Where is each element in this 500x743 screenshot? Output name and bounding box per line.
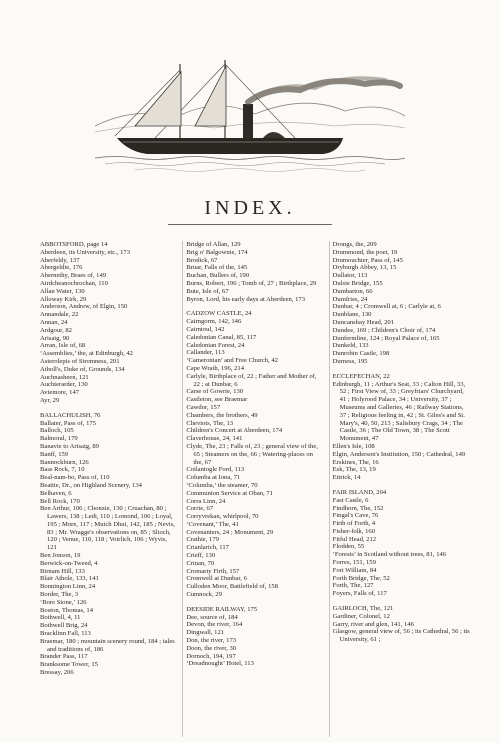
index-entry: Edinburgh, 11 ; Arthur's Seat, 33 ; Calton Hill, 33, 52 ; First View of, 33 ; Greyfriars' Churchyard, 41 ; Holyrood Palace, 34 ; University, 37 ; Museums and Galleries, 46 ; Railway Stations, 37 ; Religious feeling in, 42 ; St. Giles's and St. Mary's, 40, 50, 213 ; Salisbury Crags, 34 ; The Castle, 36 ; The Old Town, 38 ; The Scott Monument, 47 (332, 380, 466, 443)
page-title: INDEX. (204, 197, 296, 219)
index-entry: Claverhouse, 24, 141 (186, 435, 243, 443)
index-columns (40, 241, 470, 737)
section-gap (333, 482, 470, 489)
index-entry: Ettrick, 14 (332, 474, 361, 482)
index-entry: Boston, Thomas, 14 (40, 606, 93, 614)
index-entry: Fitful Head, 212 (332, 535, 377, 543)
index-entry: Crinan, 70 (186, 559, 215, 567)
index-entry: ‘Dreadnought’ Hotel, 113 (186, 660, 254, 668)
index-column (182, 241, 323, 737)
index-entry: Drumouchter, Pass of, 145 (332, 256, 403, 264)
index-entry: Castleton, see Braemar (186, 396, 248, 404)
index-entry: Glasgow, general view of, 56 ; its Cathedral, 56 ; its University, 61 ; (332, 628, 470, 644)
index-entry: Forres, 151, 159 (332, 559, 376, 567)
index-entry: Carlyle, Birthplace of, 22 ; Father and Mother of, 22 ; at Dunbar, 6 (186, 372, 317, 388)
index-entry: Birnam Hill, 133 (40, 567, 85, 575)
index-entry: Erskines, The, 16 (332, 458, 379, 466)
index-entry: Brander Pass, 117 (40, 653, 88, 661)
index-entry: ‘Forests’ in Scotland without trees, 81, 146 (332, 551, 447, 559)
index-entry: Cumnock, 29 (186, 591, 222, 599)
index-entry: Blair Athole, 133, 141 (40, 575, 99, 583)
index-entry: Asterolepis of Stromness, 201 (40, 357, 120, 365)
index-entry: Cheviots, The, 13 (186, 419, 234, 427)
index-entry: Fast Castle, 6 (332, 496, 369, 504)
index-entry: Banavie to Arisaig, 89 (40, 442, 99, 450)
index-entry: Dunfermline, 124 ; Royal Palace of, 165 (332, 334, 440, 342)
index-entry: Doon, the river, 30 (186, 644, 237, 652)
index-entry: Auchterarder, 130 (40, 381, 88, 389)
index-entry: Dryburgh Abbey, 13, 15 (332, 264, 397, 272)
index-entry: Belhaven, 6 (40, 489, 72, 497)
index-entry: Forth, The, 127 (332, 582, 374, 590)
index-entry: Devon, the river, 164 (186, 621, 243, 629)
index-entry: Dulsie Bridge, 155 (332, 279, 383, 287)
index-entry: Bressay, 206 (40, 669, 74, 677)
index-entry: Ayr, 29 (40, 396, 60, 404)
index-entry: ‘Assemblies,’ the, at Edinburgh, 42 (40, 350, 133, 358)
index-entry: Banff, 159 (40, 450, 69, 458)
index-entry: Ballater, Pass of, 175 (40, 419, 96, 427)
index-entry: Coilantogle Ford, 113 (186, 466, 245, 474)
index-entry: Braemar, 180 ; mountain scenery round, 184 ; tales and traditions of, 186 (40, 637, 175, 653)
index-entry: Crianlarich, 117 (186, 544, 229, 552)
index-entry: Culloden Moor, Battlefield of, 158 (186, 583, 278, 591)
index-entry: Fingal's Cave, 76 (332, 512, 379, 520)
index-entry: Bute, Isle of, 67 (186, 287, 229, 295)
index-entry: ‘Bore Stone,’ 126 (40, 598, 87, 606)
index-entry: Cairngorm, 142, 146 (186, 318, 242, 326)
index-entry: ‘Covenant,’ The, 41 (186, 520, 239, 528)
index-entry: Dunbar, 4 ; Cromwell at, 6 ; Carlyle at, 6 (332, 303, 441, 311)
index-entry: Cawdor, 157 (186, 403, 221, 411)
index-entry: Durness, 195 (332, 357, 368, 365)
index-entry: Bracklinn Fall, 113 (40, 630, 91, 638)
index-entry: Forth Bridge, The, 52 (332, 574, 390, 582)
index-entry: Children's Concert at Aberdeen, 174 (186, 427, 283, 435)
index-entry: Cairntoul, 142 (186, 325, 225, 333)
index-entry: Abergeldie, 176 (40, 264, 83, 272)
index-entry: Bell Rock, 170 (40, 497, 80, 505)
section-gap (333, 598, 470, 605)
index-entry: Covenanters, 24 ; Monument, 29 (186, 528, 274, 536)
index-entry: Aberfeldy, 137 (40, 256, 80, 264)
index-entry: Buchan, Bullers of, 190 (186, 272, 250, 280)
index-entry: Annan, 24 (40, 318, 68, 326)
index-entry: Bothwell Brig, 24 (40, 622, 88, 630)
index-entry: Branksome Tower, 15 (40, 661, 98, 669)
index-entry: Ardgour, 82 (40, 326, 72, 334)
index-entry: Berwick-on-Tweed, 4 (40, 559, 98, 567)
index-entry: Dullator, 113 (332, 272, 368, 280)
section-gap (333, 366, 470, 373)
index-entry: Caledonian Canal, 85, 117 (186, 333, 257, 341)
index-entry: Balmoral, 179 (40, 435, 78, 443)
index-entry: ‘Cameronian’ and Free Church, 42 (186, 357, 278, 365)
index-entry: DEESIDE RAILWAY, 175 (186, 605, 258, 613)
section-gap (186, 599, 323, 606)
index-entry: Callander, 113 (186, 349, 225, 357)
index-entry: Bothwell, 4, 11 (40, 614, 81, 622)
index-entry: Dumfries, 24 (332, 295, 368, 303)
index-entry: Corra Linn, 24 (186, 497, 226, 505)
index-entry: Ben Arthur, 106 ; Chonzie, 130 ; Cruachan, 80 ; Lawers, 138 ; Ledi, 110 ; Lomond, 106 ; Loyal, 195 ; More, 117 ; Muich Dhui, 142, 185 ; Nevis, 83 ; Mr. Wragge's observations on, 85 ; Slioch, 120 ; Venue, 110, 118 ; Voirlich, 106 ; Wyvis, 121 (40, 505, 175, 552)
index-entry: Aviemore, 147 (40, 389, 80, 397)
index-entry: Findhorn, The, 152 (332, 504, 384, 512)
index-entry: Fort William, 84 (332, 566, 377, 574)
index-entry: Communion Service at Oban, 71 (186, 489, 273, 497)
index-entry: Dundee, 169 ; Children's Choir of, 174 (332, 326, 436, 334)
index-entry: Duncansbay Head, 201 (332, 318, 394, 326)
index-entry: Byron, Lord, his early days at Aberdeen, 173 (186, 295, 305, 303)
index-entry: Firth of Forth, 4 (332, 520, 376, 528)
index-entry: Bruar, Falls of the, 145 (186, 264, 248, 272)
index-entry: ‘Columba,’ the steamer, 70 (186, 481, 258, 489)
index-entry: Garry, river and glen, 141, 146 (332, 620, 414, 628)
index-entry: BALLACHULISH, 76 (40, 411, 101, 419)
index-entry: Clyde, The, 23 ; Falls of, 23 ; general view of the, 65 ; Steamers on the, 66 ; Watering-places on the, 67 (186, 442, 318, 466)
index-entry: GAIRLOCH, The, 121 (332, 605, 394, 613)
index-entry: Chambers, the brothers, 49 (186, 411, 258, 419)
index-entry: Don, the river, 173 (186, 637, 237, 645)
index-entry: Cromwell at Dunbar, 6 (186, 575, 247, 583)
index-entry: Ben Jonson, 19 (40, 552, 81, 560)
index-entry: Beattie, Dr., on Highland Scenery, 134 (40, 481, 142, 489)
index-entry: Crieff, 130 (186, 552, 216, 560)
index-entry: Bonnington Linn, 24 (40, 583, 96, 591)
index-entry: Atholl's, Duke of, Grounds, 134 (40, 365, 125, 373)
index-entry: Arisaig, 90 (40, 334, 70, 342)
index-entry: Elgin, Anderson's Institution, 150 ; Cathedral, 149 (332, 450, 466, 458)
index-entry: Foyers, Falls of, 117 (332, 590, 387, 598)
index-entry: Anderson, Andrew, of Elgin, 150 (40, 303, 128, 311)
index-entry: Dumbarton, 66 (332, 287, 373, 295)
index-entry: Gardiner, Colonel, 12 (332, 612, 390, 620)
index-entry: Esk, The, 13, 19 (332, 466, 376, 474)
title-rule (168, 224, 332, 225)
index-entry: Corrie, 67 (186, 505, 214, 513)
index-entry: Caledonian Forest, 24 (186, 341, 245, 349)
index-entry: Dunkeld, 133 (332, 342, 369, 350)
index-entry: Auchnasheen, 121 (40, 373, 89, 381)
index-entry: Columba at Iona, 71 (186, 474, 241, 482)
index-entry: Allan Water, 130 (40, 287, 85, 295)
index-entry: Cape Wrath, 196, 214 (186, 364, 244, 372)
index-entry: Dunrobin Castle, 198 (332, 350, 390, 358)
index-entry: Burns, Robert, 196 ; Tomb of, 27 ; Birthplace, 29 (186, 279, 317, 287)
index-entry: ECCLEFECHAN, 22 (332, 372, 390, 380)
index-entry: Drongs, the, 209 (332, 241, 377, 248)
index-entry: Ellen's Isle, 108 (332, 442, 375, 450)
index-entry: Dee, source of, 184 (186, 613, 238, 621)
index-entry: Cromarty Firth, 157 (186, 567, 240, 575)
index-entry: Annandale, 22 (40, 311, 79, 319)
index-entry: Drummond, the poet, 19 (332, 248, 398, 256)
steamship-vignette (95, 56, 405, 176)
section-gap (186, 303, 323, 310)
index-entry: Flodden, 55 (332, 543, 365, 551)
index-entry: Arran, Isle of, 68 (40, 342, 86, 350)
index-entry: Brodick, 67 (186, 256, 218, 264)
index-entry: Balloch, 105 (40, 427, 74, 435)
index-entry: Bridge of Allan, 129 (186, 241, 241, 248)
index-entry: Dunblane, 130 (332, 311, 372, 319)
index-entry: FAIR ISLAND, 204 (332, 488, 387, 496)
index-entry: Dingwall, 121 (186, 629, 225, 637)
index-entry: Border, The, 3 (40, 591, 79, 599)
index-entry: Carse of Gowrie, 130 (186, 388, 244, 396)
index-entry: Bass Rock, 7, 10 (40, 466, 85, 474)
index-entry: Bannockburn, 126 (40, 458, 89, 466)
index-entry: Beal-nam-bo, Pass of, 110 (40, 474, 110, 482)
index-entry: Dornoch, 194, 197 (186, 652, 236, 660)
section-gap (40, 405, 177, 412)
index-entry: Alloway Kirk, 29 (40, 295, 87, 303)
index-entry: Corryvrekan, whirlpool, 70 (186, 513, 259, 521)
index-entry: Fisher-folk, 160 (332, 527, 376, 535)
index-column (40, 241, 177, 737)
index-entry: CADZOW CASTLE, 24 (186, 310, 252, 318)
index-entry: Aberdeen, its University, etc., 173 (40, 248, 131, 256)
index-entry: Crathie, 179 (186, 536, 219, 544)
index-entry: ABBOTSFORD, page 14 (40, 241, 108, 248)
index-entry: Brig o' Balgownie, 174 (186, 248, 248, 256)
index-entry: Airdcheanochrochan, 110 (40, 279, 108, 287)
index-entry: Abernethy, Braes of, 149 (40, 272, 107, 280)
index-column (329, 241, 470, 737)
